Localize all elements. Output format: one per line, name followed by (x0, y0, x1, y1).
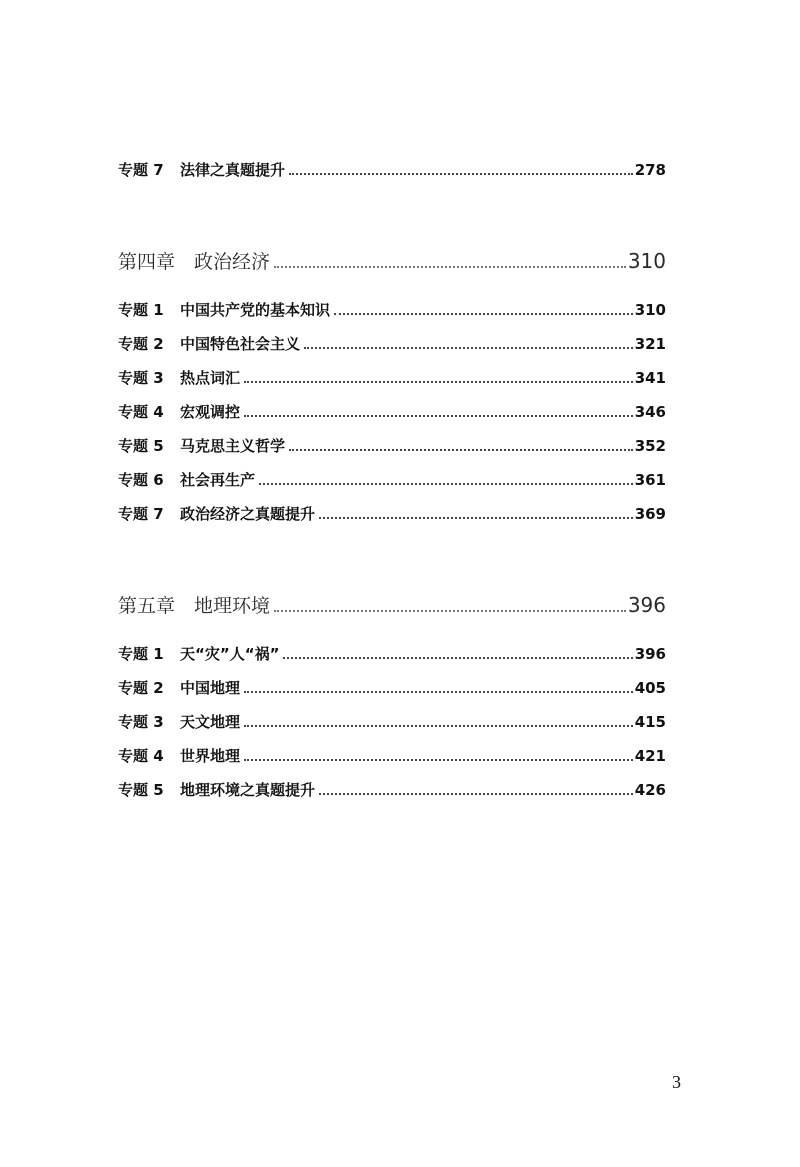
topic-page-number: 346 (634, 403, 666, 421)
dot-leader (274, 266, 626, 268)
topic-title: 法律之真题提升 (180, 161, 286, 179)
chapter-entry (118, 592, 666, 638)
dot-leader (289, 173, 633, 175)
dot-leader (334, 313, 633, 315)
topic-title: 热点词汇 (180, 369, 241, 387)
topic-title: 社会再生产 (180, 471, 256, 489)
topic-title: 中国地理 (180, 679, 241, 697)
toc-entry (118, 300, 666, 334)
topic-number: 专题 4 (118, 747, 164, 765)
topic-page-number: 426 (634, 781, 666, 799)
topic-number: 专题 6 (118, 471, 164, 489)
toc-entry (118, 368, 666, 402)
topic-title: 中国共产党的基本知识 (180, 301, 331, 319)
topic-number: 专题 4 (118, 403, 164, 421)
topic-page-number: 278 (634, 161, 666, 179)
topic-number: 专题 1 (118, 645, 164, 663)
topic-number: 专题 3 (118, 713, 164, 731)
topic-title: 中国特色社会主义 (180, 335, 301, 353)
chapter-number: 第四章 (118, 251, 176, 273)
topic-number: 专题 2 (118, 679, 164, 697)
topic-number: 专题 5 (118, 437, 164, 455)
dot-leader (244, 725, 633, 727)
chapter-title: 政治经济 (194, 251, 271, 273)
dot-leader (244, 381, 633, 383)
dot-leader (244, 759, 633, 761)
chapter-title: 地理环境 (194, 595, 271, 617)
dot-leader (304, 347, 633, 349)
toc-entry (118, 160, 666, 194)
chapter-page-number: 310 (627, 249, 666, 273)
topic-title: 天“灾”人“祸” (180, 645, 280, 663)
dot-leader (319, 793, 633, 795)
topic-title: 地理环境之真题提升 (180, 781, 316, 799)
topic-page-number: 396 (634, 645, 666, 663)
toc-entry (118, 712, 666, 746)
toc-entry (118, 470, 666, 504)
dot-leader (274, 610, 626, 612)
toc-entry (118, 746, 666, 780)
topic-title: 宏观调控 (180, 403, 241, 421)
dot-leader (283, 657, 632, 659)
topic-number: 专题 2 (118, 335, 164, 353)
topic-number: 专题 7 (118, 161, 164, 179)
chapter-entry (118, 248, 666, 294)
topic-page-number: 421 (634, 747, 666, 765)
dot-leader (244, 415, 633, 417)
topic-title: 天文地理 (180, 713, 241, 731)
topic-page-number: 341 (634, 369, 666, 387)
topic-number: 专题 5 (118, 781, 164, 799)
dot-leader (289, 449, 633, 451)
toc-entry (118, 780, 666, 814)
toc-entry (118, 504, 666, 538)
topic-number: 专题 3 (118, 369, 164, 387)
topic-page-number: 310 (634, 301, 666, 319)
toc-entry (118, 678, 666, 712)
topic-page-number: 415 (634, 713, 666, 731)
toc-entry (118, 644, 666, 678)
toc-entry (118, 334, 666, 368)
toc-section-intro (118, 160, 666, 194)
topic-title: 世界地理 (180, 747, 241, 765)
toc-chapter-section (118, 248, 666, 538)
topic-page-number: 321 (634, 335, 666, 353)
topic-title: 政治经济之真题提升 (180, 505, 316, 523)
topic-page-number: 369 (634, 505, 666, 523)
toc-entry (118, 402, 666, 436)
page-number: 3 (672, 1072, 681, 1092)
chapter-page-number: 396 (627, 593, 666, 617)
topic-page-number: 352 (634, 437, 666, 455)
toc-chapter-section (118, 592, 666, 814)
topic-page-number: 405 (634, 679, 666, 697)
dot-leader (319, 517, 633, 519)
toc-entry (118, 436, 666, 470)
topic-page-number: 361 (634, 471, 666, 489)
topic-number: 专题 7 (118, 505, 164, 523)
topic-title: 马克思主义哲学 (180, 437, 286, 455)
chapter-number: 第五章 (118, 595, 176, 617)
dot-leader (259, 483, 633, 485)
topic-number: 专题 1 (118, 301, 164, 319)
dot-leader (244, 691, 633, 693)
